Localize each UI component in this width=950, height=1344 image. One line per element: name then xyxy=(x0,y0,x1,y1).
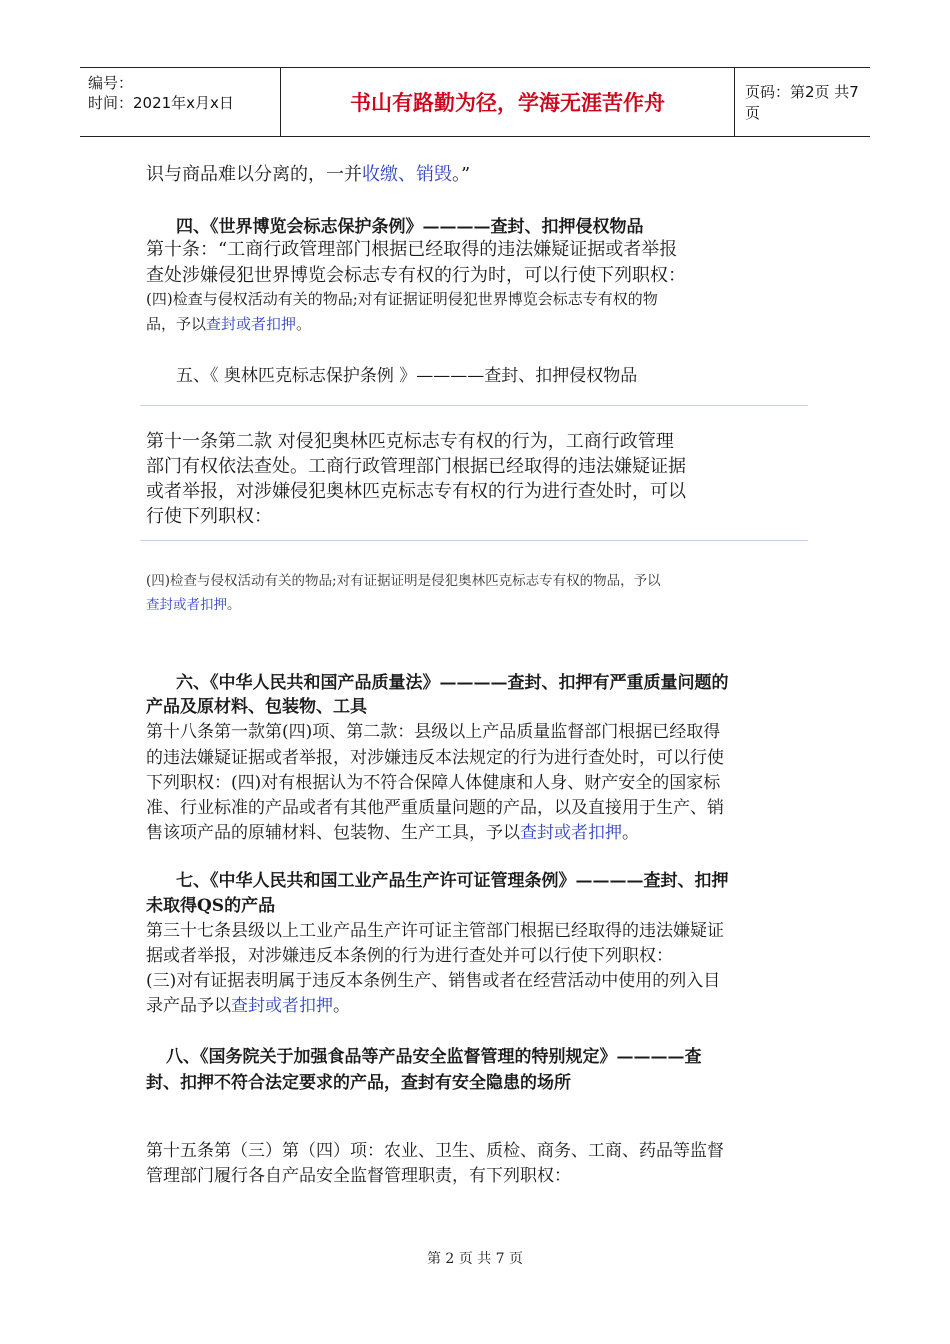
doc-number-label: 编号： xyxy=(88,74,134,92)
paragraph-line: 下列职权：(四)对有根据认为不符合保障人体健康和人身、财产安全的国家标 xyxy=(146,773,721,793)
page-footer: 第 2 页 共 7 页 xyxy=(426,1251,524,1267)
link-seal-or-seize[interactable]: 查封或者扣押 xyxy=(231,996,333,1016)
header-page-label: 页码：第2页 共7页 xyxy=(745,83,859,122)
paragraph-line: (三)对有证据表明属于违反本条例生产、销售或者在经营活动中使用的列入目 xyxy=(146,971,721,991)
divider xyxy=(140,540,808,541)
paragraph-line: 第十五条第（三）第（四）项：农业、卫生、质检、商务、工商、药品等监督 xyxy=(146,1141,724,1161)
paragraph-line: 据或者举报，对涉嫌违反本条例的行为进行查处并可以行使下列职权： xyxy=(146,946,673,966)
paragraph-line: 行使下列职权： xyxy=(146,506,272,527)
paragraph-line: 部门有权依法查处。工商行政管理部门根据已经取得的违法嫌疑证据 xyxy=(146,456,686,477)
section-heading: 产品及原材料、包装物、工具 xyxy=(146,697,367,717)
paragraph-line: 查处涉嫌侵犯世界博览会标志专有权的行为时，可以行使下列职权： xyxy=(146,265,686,286)
paragraph-line: 品，予以查封或者扣押。 xyxy=(146,315,312,333)
paragraph-line: 第十一条第二款 对侵犯奥林匹克标志专有权的行为，工商行政管理 xyxy=(146,431,674,452)
doc-time-label: 时间：2021年x月x日 xyxy=(88,94,234,112)
link-confiscate-destroy[interactable]: 收缴、销毁 xyxy=(362,164,452,185)
section-heading: 六、《中华人民共和国产品质量法》————查封、扣押有严重质量问题的 xyxy=(176,673,729,693)
link-seal-or-seize[interactable]: 查封或者扣押 xyxy=(146,597,227,613)
paragraph-line: 或者举报，对涉嫌侵犯奥林匹克标志专有权的行为进行查处时，可以 xyxy=(146,481,686,502)
paragraph-line: 第三十七条县级以上工业产品生产许可证主管部门根据已经取得的违法嫌疑证 xyxy=(146,921,724,941)
paragraph-line: 录产品予以查封或者扣押。 xyxy=(146,996,350,1016)
section-heading: 八、《国务院关于加强食品等产品安全监督管理的特别规定》————查 xyxy=(166,1047,702,1067)
paragraph-line: 识与商品难以分离的，一并收缴、销毁。” xyxy=(146,164,471,185)
paragraph-line: 准、行业标准的产品或者有其他严重质量问题的产品，以及直接用于生产、销 xyxy=(146,798,724,818)
paragraph-line: 的违法嫌疑证据或者举报，对涉嫌违反本法规定的行为进行查处时，可以行使 xyxy=(146,748,724,768)
paragraph-line: 售该项产品的原辅材料、包装物、生产工具，予以查封或者扣押。 xyxy=(146,823,639,843)
link-seal-or-seize[interactable]: 查封或者扣押 xyxy=(520,823,622,843)
paragraph-line: (四)检查与侵权活动有关的物品;对有证据证明是侵犯奥林匹克标志专有权的物品，予以 xyxy=(146,573,661,589)
section-heading: 未取得QS的产品 xyxy=(146,896,276,916)
section-heading: 七、《中华人民共和国工业产品生产许可证管理条例》————查封、扣押 xyxy=(176,871,729,891)
section-heading: 四、《世界博览会标志保护条例》————查封、扣押侵权物品 xyxy=(176,217,644,237)
paragraph-line: 管理部门履行各自产品安全监督管理职责，有下列职权： xyxy=(146,1166,571,1186)
section-heading: 五、《 奥林匹克标志保护条例 》————查封、扣押侵权物品 xyxy=(176,366,638,386)
page-header xyxy=(80,67,870,137)
link-seal-or-seize[interactable]: 查封或者扣押 xyxy=(206,315,297,333)
paragraph-line: 查封或者扣押。 xyxy=(146,597,241,613)
paragraph-line: (四)检查与侵权活动有关的物品;对有证据证明侵犯世界博览会标志专有权的物 xyxy=(146,290,658,308)
paragraph-line: 第十条：“工商行政管理部门根据已经取得的违法嫌疑证据或者举报 xyxy=(146,239,678,260)
paragraph-line: 第十八条第一款第(四)项、第二款：县级以上产品质量监督部门根据已经取得 xyxy=(146,722,721,742)
header-meta xyxy=(80,68,281,136)
divider xyxy=(140,405,808,406)
section-heading: 封、扣押不符合法定要求的产品，查封有安全隐患的场所 xyxy=(146,1073,571,1093)
header-motto: 书山有路勤为径，学海无涯苦作舟 xyxy=(281,68,735,136)
